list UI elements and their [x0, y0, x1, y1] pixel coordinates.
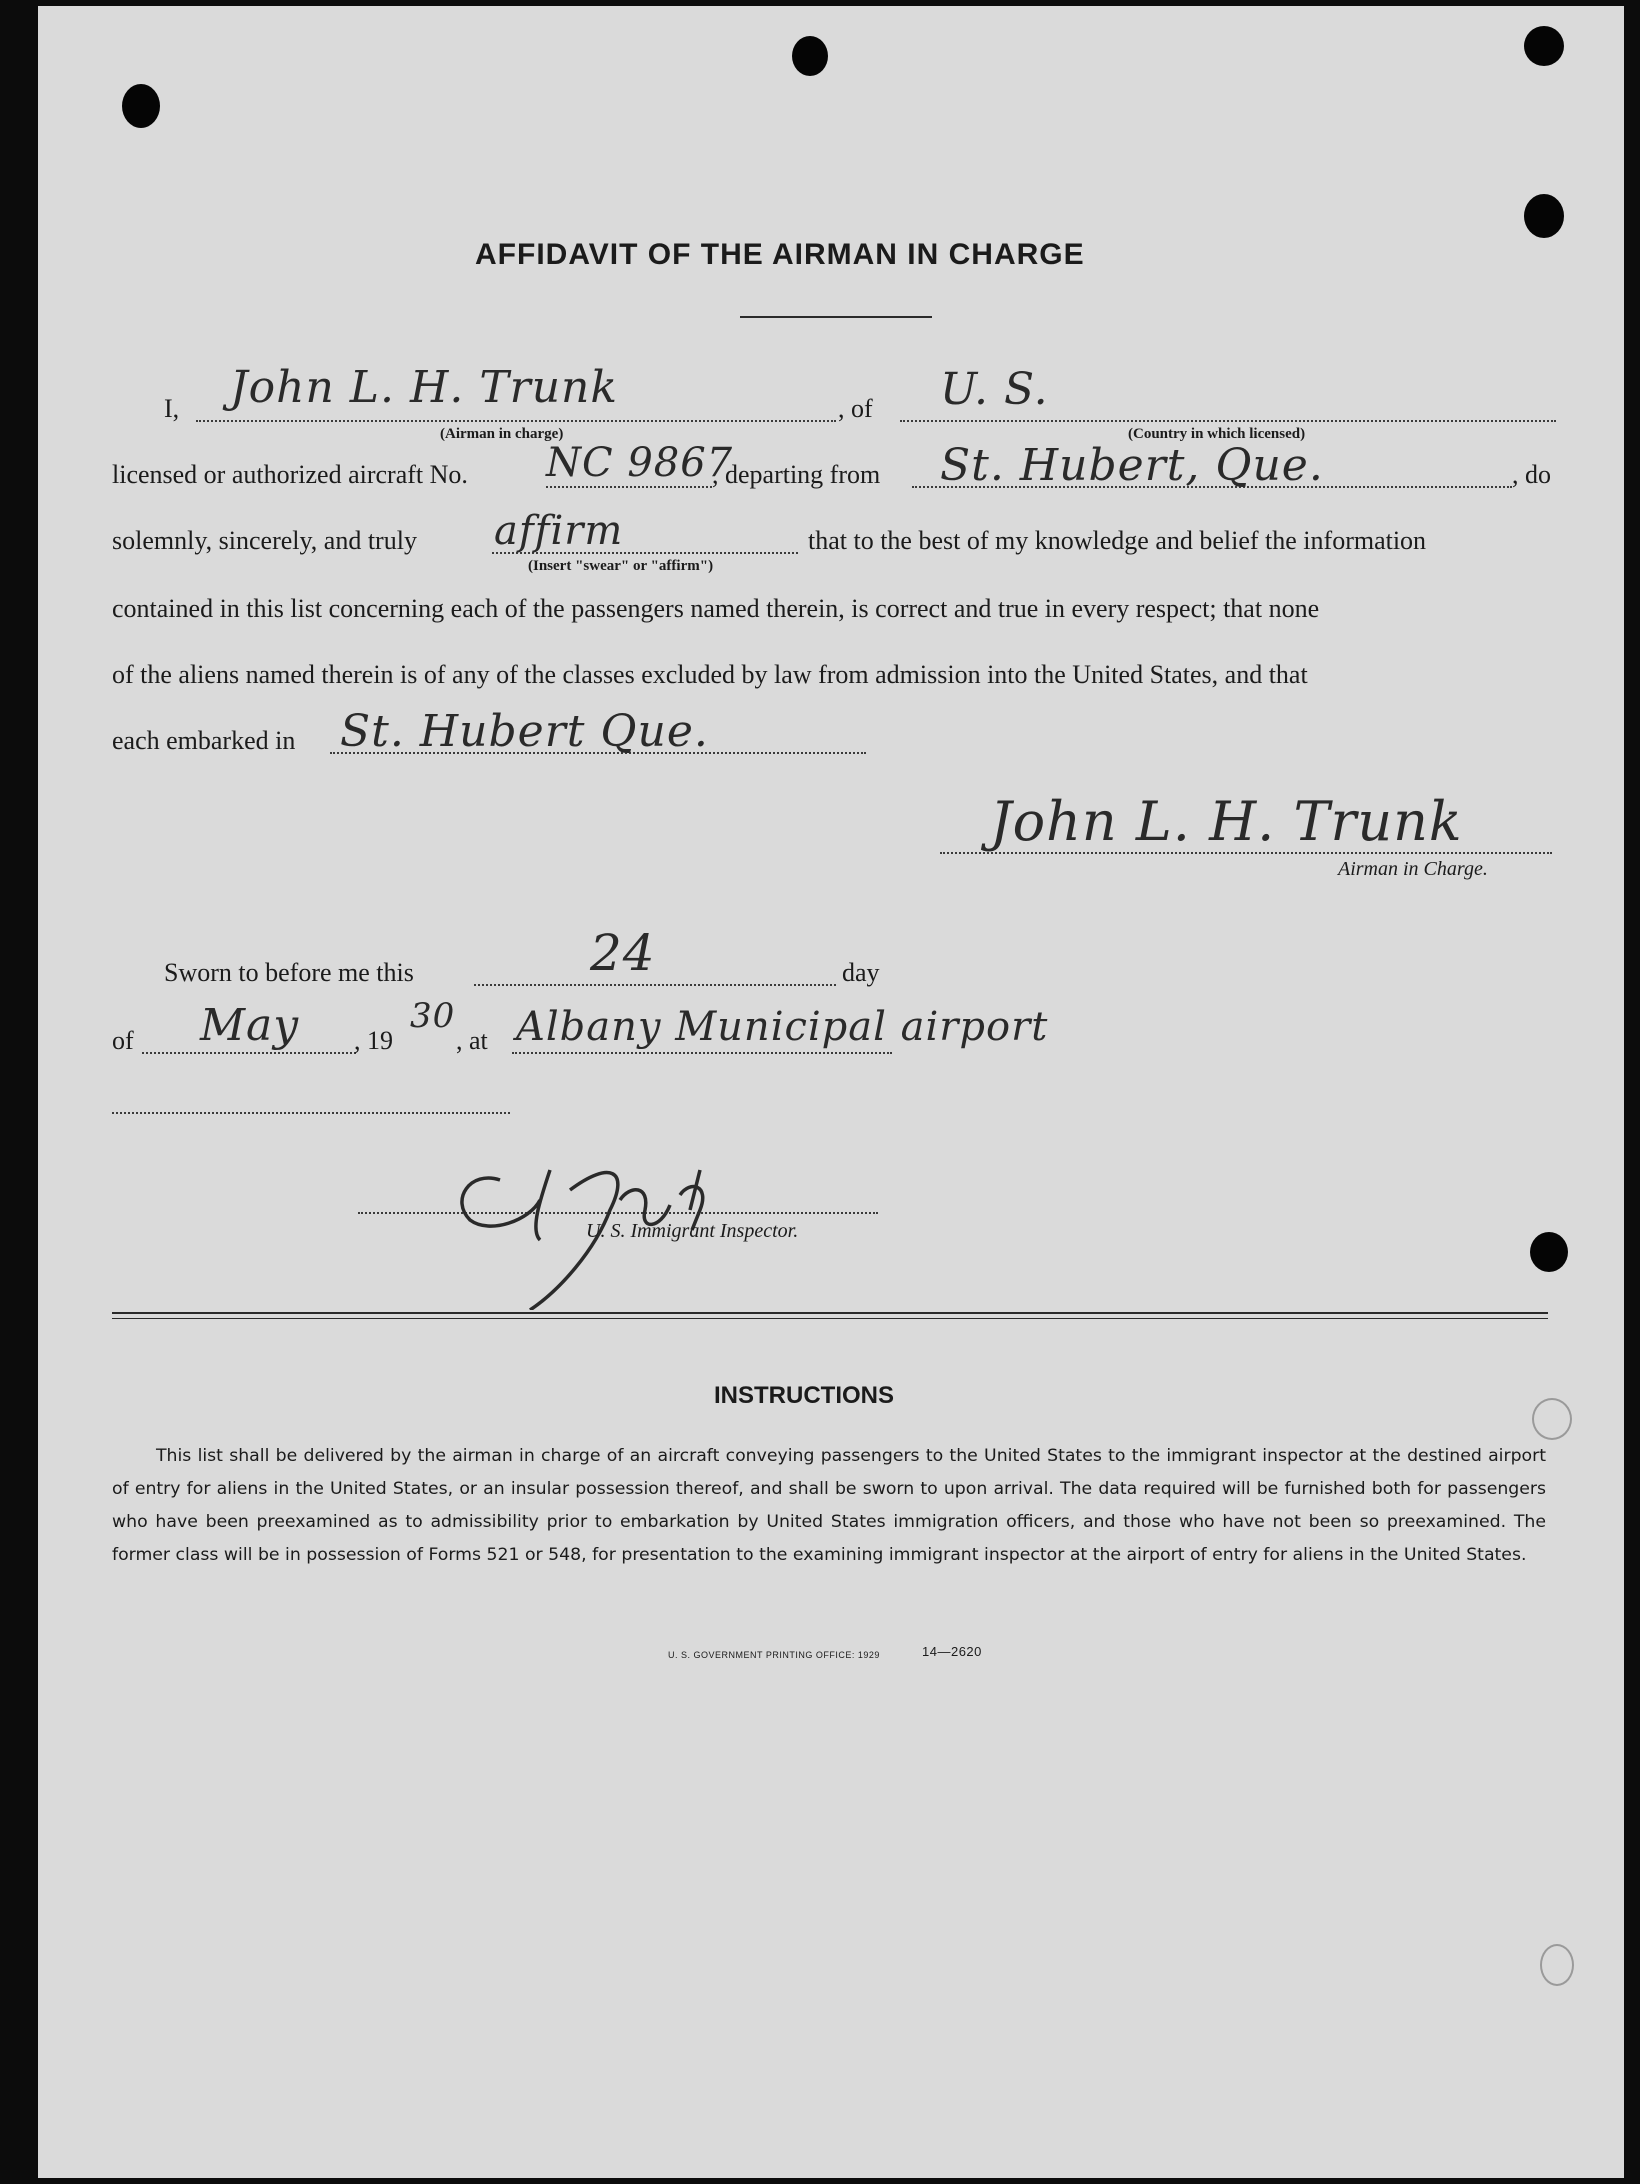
affirm-value: affirm [494, 508, 624, 554]
sworn-year: 30 [410, 996, 456, 1036]
caption-swear: (Insert "swear" or "affirm") [528, 558, 714, 574]
departing-from: St. Hubert, Que. [940, 440, 1324, 491]
of-label: of [112, 1026, 134, 1055]
sworn-place: Albany Municipal airport [516, 1004, 1049, 1050]
line3-prefix: solemnly, sincerely, and truly [112, 526, 417, 555]
year-prefix: , 19 [354, 1026, 393, 1055]
embarked-place: St. Hubert Que. [340, 706, 709, 757]
sworn-day: 24 [590, 924, 656, 982]
day-label: day [842, 958, 880, 987]
scan-border [0, 0, 38, 2184]
title-underline [740, 316, 932, 318]
punch-hole [122, 84, 160, 128]
aircraft-number: NC 9867 [546, 440, 734, 486]
line2-prefix: licensed or authorized aircraft No. [112, 460, 468, 489]
country-field-line [900, 420, 1556, 422]
airman-name-field-line [196, 420, 836, 422]
month-field-line [142, 1052, 356, 1054]
airman-name: John L. H. Trunk [230, 362, 619, 413]
at-label: , at [456, 1026, 488, 1055]
printer-imprint: U. S. GOVERNMENT PRINTING OFFICE: 1929 [668, 1650, 880, 1660]
section-divider [112, 1312, 1548, 1314]
aircraft-no-field-line [546, 486, 712, 488]
day-field-line [474, 984, 836, 986]
punch-hole [1524, 194, 1564, 238]
instructions-text: This list shall be delivered by the airman in charge of an aircraft conveying passengers to the United States to the immigrant inspector at the destined airport of entry for aliens in the United States, or an insular possession thereof, and shall be sworn to upon arrival. The data required will be furnished both for passengers who have been preexamined as to admissibility prior to embarkation by United States immigration officers, and those who have not been so preexamined. The former class will be in possession of Forms 521 or 548, for presentation to the examining immigrant inspector at the airport of entry for aliens in the United States. [112, 1446, 1546, 1565]
inspector-caption: U. S. Immigrant Inspector. [586, 1220, 799, 1242]
sworn-prefix: Sworn to before me this [164, 958, 414, 987]
caption-country: (Country in which licensed) [1128, 426, 1306, 442]
place-field-line [512, 1052, 892, 1054]
line4: contained in this list concerning each of the passengers named therein, is correct and true in every respect; that none [112, 594, 1320, 623]
blank-line [112, 1112, 510, 1114]
airman-caption: Airman in Charge. [1338, 858, 1488, 880]
document-sheet [38, 6, 1624, 2178]
line5: of the aliens named therein is of any of the classes excluded by law from admission into the United States, and that [112, 660, 1308, 689]
country: U. S. [940, 364, 1049, 415]
airman-signature: John L. H. Trunk [990, 790, 1463, 853]
line2-suffix: , do [1512, 460, 1551, 489]
page-title: AFFIDAVIT OF THE AIRMAN IN CHARGE [475, 238, 1085, 271]
punch-hole [1530, 1232, 1568, 1272]
line2-departing-label: , departing from [712, 460, 881, 489]
line3-suffix: that to the best of my knowledge and belief the information [808, 526, 1427, 555]
section-divider [112, 1318, 1548, 1319]
form-code: 14—2620 [922, 1644, 982, 1659]
sworn-month: May [200, 1000, 300, 1051]
line1-of-label: , of [838, 394, 873, 423]
punch-hole [792, 36, 828, 76]
caption-airman: (Airman in charge) [440, 426, 564, 442]
punch-hole [1540, 1944, 1574, 1986]
punch-hole [1532, 1398, 1572, 1440]
punch-hole [1524, 26, 1564, 66]
line1-prefix: I, [164, 394, 180, 423]
line6-prefix: each embarked in [112, 726, 296, 755]
instructions-title: INSTRUCTIONS [714, 1382, 894, 1409]
